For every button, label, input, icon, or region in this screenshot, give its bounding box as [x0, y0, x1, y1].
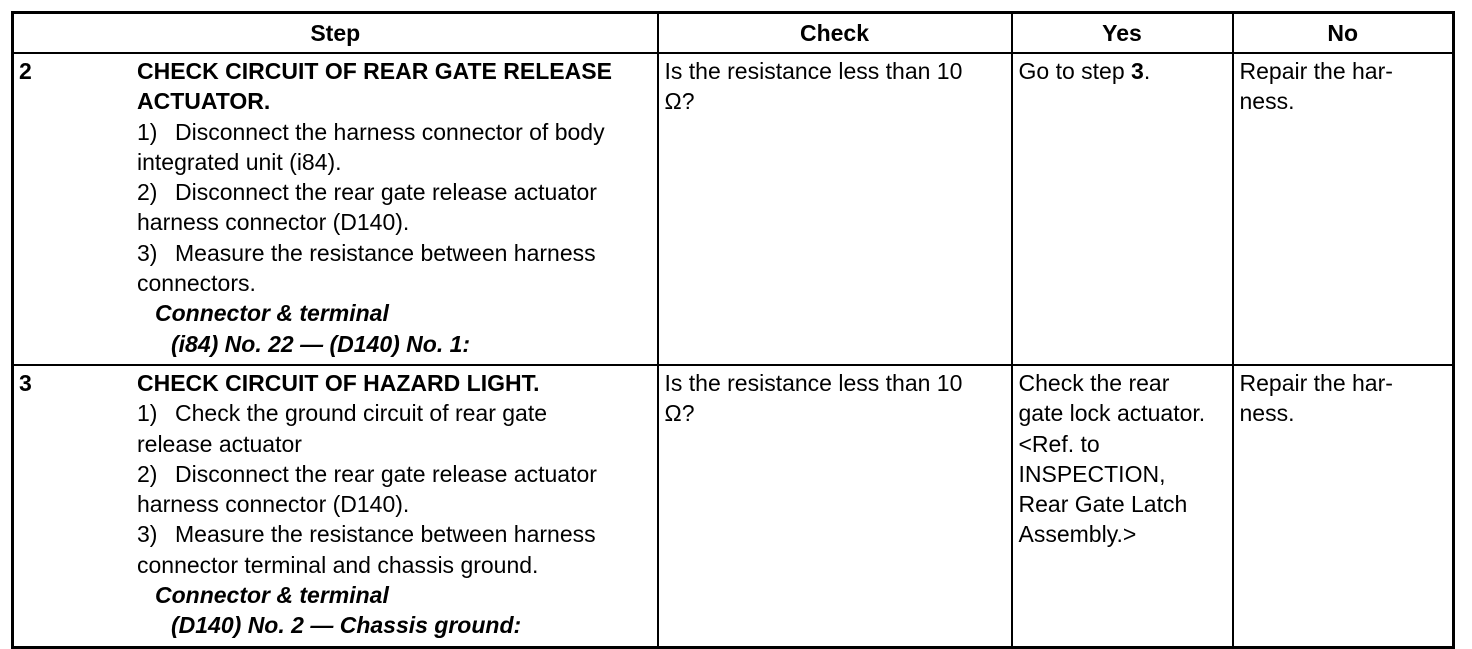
step-title: CHECK CIRCUIT OF REAR GATE RELEASE ACTUATOR. [137, 58, 612, 115]
step-number: 3 [19, 370, 32, 396]
check-cell: Is the resistance less than 10 Ω? [658, 365, 1012, 648]
connector-terminal-value: (D140) No. 2 — Chassis ground: [171, 612, 522, 639]
table-row [13, 53, 1454, 365]
substep: 1) Check the ground circuit of rear gate release actuator [137, 400, 548, 457]
substep: 2) Disconnect the rear gate release actuator harness connector (D140). [137, 460, 597, 518]
substep: 3) Measure the resistance between harness connector terminal and chassis ground. [137, 521, 596, 578]
table-row [13, 365, 1454, 648]
header-yes: Yes [1012, 13, 1233, 54]
substep: 3) Measure the resistance between harness connectors. [137, 239, 596, 297]
header-no: No [1233, 13, 1454, 54]
connector-terminal-value: (i84) No. 22 — (D140) No. 1: [171, 330, 471, 357]
no-cell: Repair the har- ness. [1233, 365, 1454, 648]
check-cell: Is the resistance less than 10 Ω? [658, 53, 1012, 365]
substep: 2) Disconnect the rear gate release actuator harness connector (D140). [137, 179, 597, 236]
header-check: Check [658, 13, 1012, 54]
step-number: 2 [19, 58, 32, 84]
step-cell [13, 53, 658, 365]
header-row [13, 13, 1454, 54]
step-title: CHECK CIRCUIT OF HAZARD LIGHT. [137, 370, 540, 396]
diagnostic-table [11, 11, 1455, 649]
connector-terminal-label: Connector & terminal [155, 582, 389, 609]
step-cell [13, 365, 658, 648]
header-step: Step [13, 13, 658, 54]
connector-terminal-label: Connector & terminal [155, 300, 389, 327]
no-cell: Repair the har- ness. [1233, 53, 1454, 365]
yes-cell: Check the rear gate lock actuator. <Ref. to INSPECTION, Rear Gate Latch Assembly.> [1012, 365, 1233, 648]
substep: 1) Disconnect the harness connector of body integrated unit (i84). [137, 118, 605, 175]
yes-cell: Go to step 3. [1012, 53, 1233, 365]
